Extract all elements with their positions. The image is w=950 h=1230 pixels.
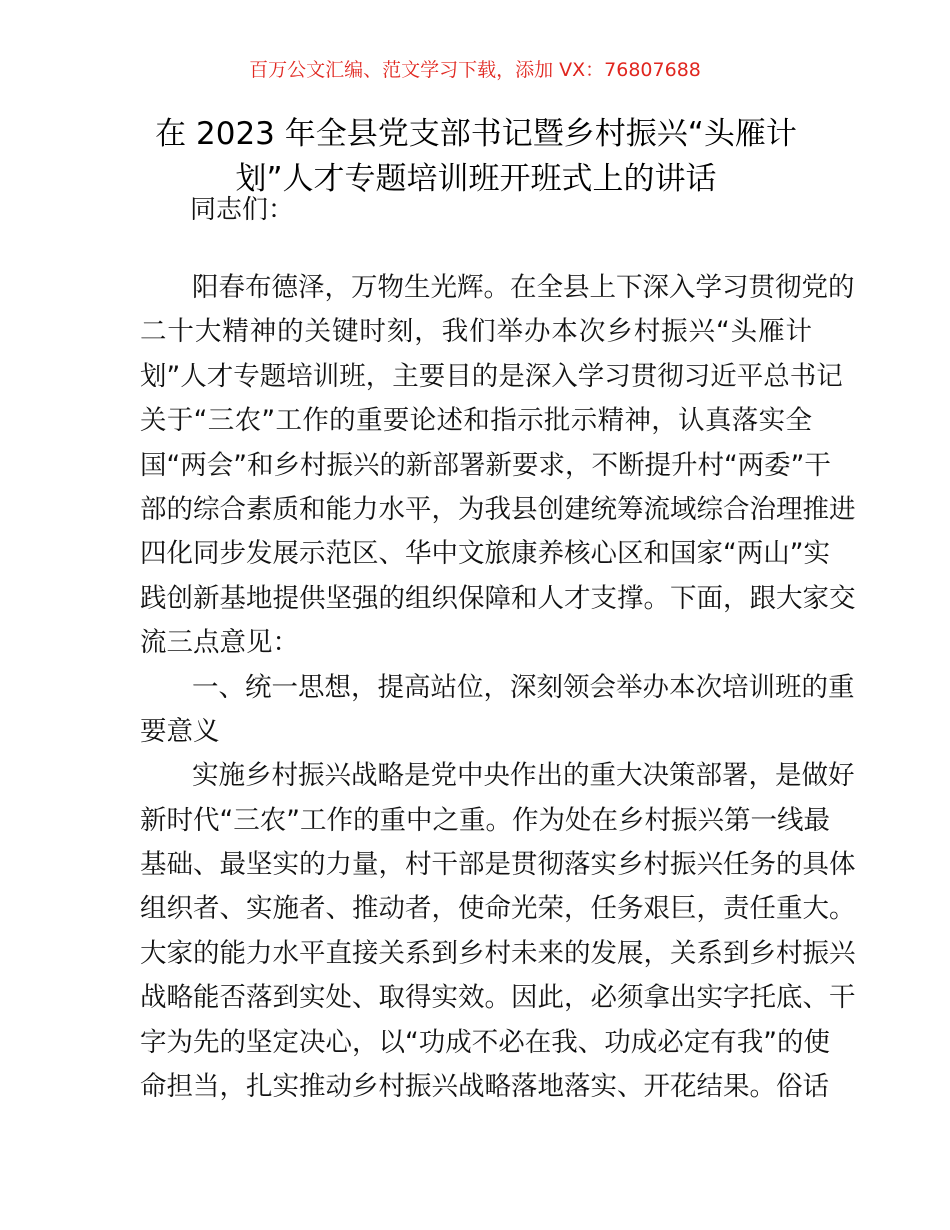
text-line: 基础、最坚实的力量，村干部是贯彻落实乡村振兴任务的具体 [140, 849, 856, 881]
text-line: 国“两会”和乡村振兴的新部署新要求，不断提升村“两委”干 [140, 449, 831, 481]
text-line: 流三点意见： [140, 627, 299, 659]
text-line: 部的综合素质和能力水平，为我县创建统筹流域综合治理推进 [140, 493, 856, 525]
text-line: 大家的能力水平直接关系到乡村未来的发展，关系到乡村振兴 [140, 937, 856, 969]
text-line: 字为先的坚定决心，以“功成不必在我、功成必定有我”的使 [140, 1026, 830, 1058]
text-line: 战略能否落到实处、取得实效。因此，必须拿出实字托底、干 [140, 982, 856, 1014]
paragraph [140, 266, 856, 666]
text-line: 组织者、实施者、推动者，使命光荣，任务艰巨，责任重大。 [140, 893, 856, 925]
text-line: 要意义 [140, 715, 220, 747]
text-line: 二十大精神的关键时刻，我们举办本次乡村振兴“头雁计 [140, 316, 812, 348]
text-line: 四化同步发展示范区、华中文旅康养核心区和国家“两山”实 [140, 538, 830, 570]
text-line: 划”人才专题培训班，主要目的是深入学习贯彻习近平总书记 [140, 360, 843, 392]
title-line: 在 2023 年全县党支部书记暨乡村振兴“头雁计 [155, 116, 797, 152]
section-heading [140, 666, 855, 755]
text-line: 践创新基地提供坚强的组织保障和人才支撑。下面，跟大家交 [140, 582, 856, 614]
watermark-banner: 百万公文汇编、范文学习下载，添加 VX：76807688 [249, 59, 701, 81]
text-line: 阳春布德泽，万物生光辉。在全县上下深入学习贯彻党的 [192, 272, 855, 303]
document-body [140, 266, 856, 1109]
title-line: 划”人才专题培训班开班式上的讲话 [235, 161, 717, 197]
text-line: 一、统一思想，提高站位，深刻领会举办本次培训班的重 [192, 671, 855, 703]
text-line: 实施乡村振兴战略是党中央作出的重大决策部署，是做好 [192, 760, 855, 792]
text-line: 命担当，扎实推动乡村振兴战略落地落实、开花结果。俗话 [140, 1071, 829, 1103]
text-line: 新时代“三农”工作的重中之重。作为处在乡村振兴第一线最 [140, 804, 830, 836]
salutation: 同志们： [190, 195, 295, 225]
paragraph [140, 754, 856, 1109]
text-line: 关于“三农”工作的重要论述和指示批示精神，认真落实全 [140, 405, 812, 437]
